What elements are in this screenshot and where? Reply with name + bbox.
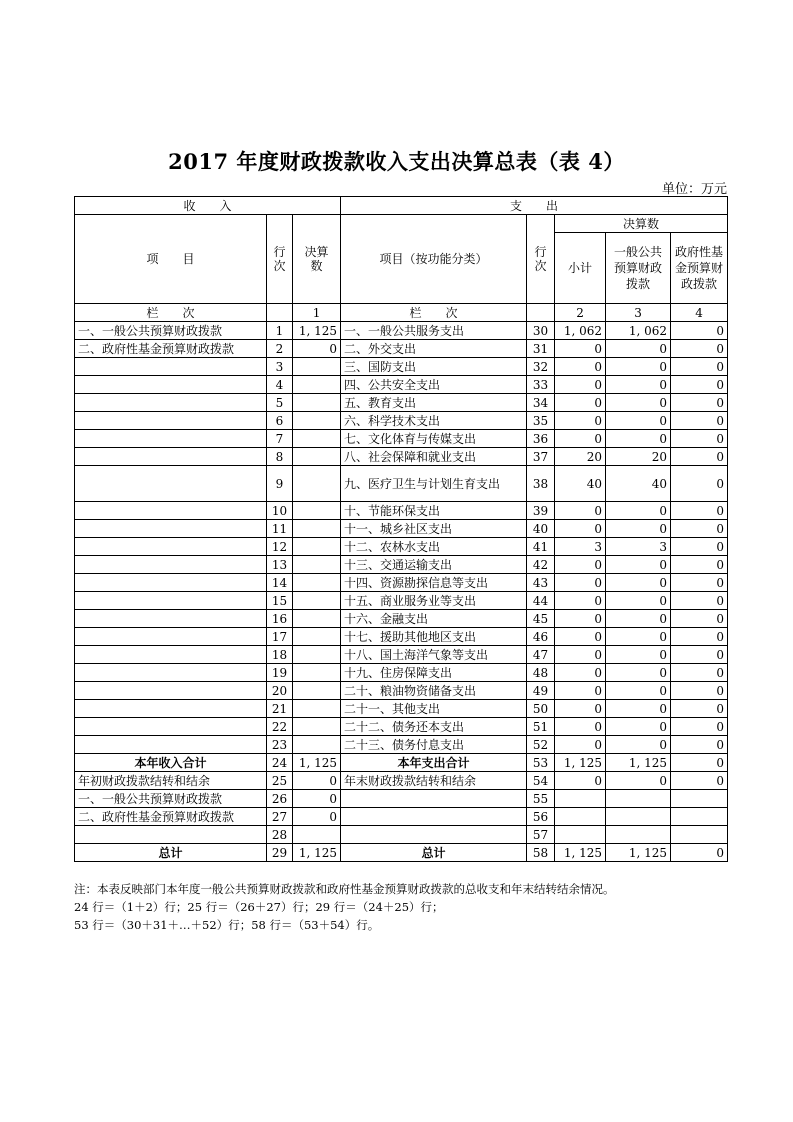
ex-no-cell: 32	[527, 358, 555, 376]
ex-item-cell: 十二、农林水支出	[341, 538, 527, 556]
ex-item-cell: 十七、援助其他地区支出	[341, 628, 527, 646]
fund-cell: 0	[671, 340, 728, 358]
in-no-cell: 17	[267, 628, 293, 646]
in-no-cell: 1	[267, 322, 293, 340]
summary-row	[75, 808, 728, 826]
ex-no-cell: 40	[527, 520, 555, 538]
footnote	[74, 880, 615, 934]
in-item-cell: 一、一般公共预算财政拨款	[75, 322, 267, 340]
sub-cell	[555, 790, 606, 808]
in-no-cell: 28	[267, 826, 293, 844]
table-row	[75, 394, 728, 412]
summary-row	[75, 754, 728, 772]
sub-cell: 20	[555, 448, 606, 466]
gen-cell: 0	[606, 736, 671, 754]
in-amt-cell: 0	[293, 808, 341, 826]
col-number: 4	[671, 304, 728, 322]
gen-cell: 0	[606, 358, 671, 376]
ex-no-cell: 38	[527, 466, 555, 502]
sub-cell: 40	[555, 466, 606, 502]
sub-cell: 0	[555, 646, 606, 664]
sub-cell: 0	[555, 664, 606, 682]
ex-no-cell: 31	[527, 340, 555, 358]
sub-cell: 0	[555, 412, 606, 430]
in-no-cell: 20	[267, 682, 293, 700]
ex-item-cell: 十五、商业服务业等支出	[341, 592, 527, 610]
in-amt-cell	[293, 736, 341, 754]
in-amt-cell	[293, 718, 341, 736]
gen-cell: 20	[606, 448, 671, 466]
sub-cell: 1, 125	[555, 844, 606, 862]
in-no-cell: 16	[267, 610, 293, 628]
ex-item-cell	[341, 826, 527, 844]
ex-no-cell: 35	[527, 412, 555, 430]
in-no-cell: 7	[267, 430, 293, 448]
ex-item-cell	[341, 790, 527, 808]
gen-cell: 1, 062	[606, 322, 671, 340]
gen-cell: 0	[606, 592, 671, 610]
summary-row	[75, 790, 728, 808]
ex-item-cell: 三、国防支出	[341, 358, 527, 376]
table-row	[75, 628, 728, 646]
in-item-cell	[75, 574, 267, 592]
table-row	[75, 574, 728, 592]
in-no-cell: 5	[267, 394, 293, 412]
in-amt-cell	[293, 556, 341, 574]
fund-cell: 0	[671, 412, 728, 430]
sub-cell: 0	[555, 376, 606, 394]
gen-cell: 0	[606, 628, 671, 646]
ex-no-cell: 30	[527, 322, 555, 340]
in-amt-cell	[293, 412, 341, 430]
subtotal-header: 小计	[555, 233, 606, 304]
table-row	[75, 466, 728, 502]
fund-cell: 0	[671, 754, 728, 772]
table-row	[75, 718, 728, 736]
fund-cell: 0	[671, 772, 728, 790]
ex-item-cell: 二十、粮油物资储备支出	[341, 682, 527, 700]
ex-no-cell: 55	[527, 790, 555, 808]
note-line: 53 行＝（30＋31＋…＋52）行；58 行＝（53＋54）行。	[74, 918, 380, 932]
column-label: 栏 次	[75, 304, 267, 322]
in-item-cell	[75, 736, 267, 754]
ex-no-cell: 42	[527, 556, 555, 574]
ex-item-cell: 五、教育支出	[341, 394, 527, 412]
in-item-cell	[75, 700, 267, 718]
in-amt-cell	[293, 610, 341, 628]
summary-row	[75, 772, 728, 790]
table-row	[75, 736, 728, 754]
gen-cell	[606, 826, 671, 844]
gen-cell: 1, 125	[606, 754, 671, 772]
in-amt-cell	[293, 376, 341, 394]
ex-item-cell: 十四、资源勘探信息等支出	[341, 574, 527, 592]
ex-item-cell: 六、科学技术支出	[341, 412, 527, 430]
ex-no-cell: 41	[527, 538, 555, 556]
ex-no-cell: 58	[527, 844, 555, 862]
sub-cell: 0	[555, 718, 606, 736]
ex-no-cell: 46	[527, 628, 555, 646]
item-header: 项 目	[75, 215, 267, 304]
sub-cell: 1, 125	[555, 754, 606, 772]
gen-cell: 0	[606, 340, 671, 358]
row-no-header: 行次	[527, 215, 555, 304]
in-no-cell: 24	[267, 754, 293, 772]
gen-cell: 0	[606, 664, 671, 682]
gen-cell: 0	[606, 520, 671, 538]
fund-cell: 0	[671, 556, 728, 574]
ex-item-cell: 八、社会保障和就业支出	[341, 448, 527, 466]
ex-no-cell: 56	[527, 808, 555, 826]
gen-cell: 0	[606, 772, 671, 790]
ex-item-cell: 九、医疗卫生与计划生育支出	[341, 466, 527, 502]
in-item-cell	[75, 826, 267, 844]
in-item-cell	[75, 646, 267, 664]
in-amt-cell: 1, 125	[293, 322, 341, 340]
fund-cell: 0	[671, 736, 728, 754]
ex-no-cell: 50	[527, 700, 555, 718]
in-amt-cell	[293, 646, 341, 664]
fund-cell: 0	[671, 322, 728, 340]
col-number: 3	[606, 304, 671, 322]
gen-cell: 0	[606, 646, 671, 664]
expense-header: 支 出	[341, 197, 728, 215]
table-row	[75, 610, 728, 628]
in-amt-cell	[293, 700, 341, 718]
fund-cell: 0	[671, 448, 728, 466]
final-amount-header: 决算数	[293, 215, 341, 304]
in-amt-cell	[293, 502, 341, 520]
sub-cell: 0	[555, 610, 606, 628]
in-no-cell: 11	[267, 520, 293, 538]
fund-cell: 0	[671, 358, 728, 376]
in-item-cell	[75, 556, 267, 574]
ex-no-cell: 49	[527, 682, 555, 700]
table-row	[75, 520, 728, 538]
table-row	[75, 592, 728, 610]
in-item-cell	[75, 520, 267, 538]
ex-no-cell: 36	[527, 430, 555, 448]
table-row	[75, 430, 728, 448]
ex-item-cell: 二十三、债务付息支出	[341, 736, 527, 754]
row-no-header: 行次	[267, 215, 293, 304]
in-item-cell	[75, 610, 267, 628]
ex-no-cell: 33	[527, 376, 555, 394]
in-item-cell	[75, 682, 267, 700]
ex-no-cell: 47	[527, 646, 555, 664]
ex-no-cell: 53	[527, 754, 555, 772]
gen-cell: 0	[606, 394, 671, 412]
sub-cell: 0	[555, 358, 606, 376]
fund-cell: 0	[671, 844, 728, 862]
note-line: 注：本表反映部门本年度一般公共预算财政拨款和政府性基金预算财政拨款的总收支和年末结转结余情况。	[74, 882, 615, 896]
in-item-cell: 年初财政拨款结转和结余	[75, 772, 267, 790]
in-amt-cell	[293, 628, 341, 646]
gen-cell: 40	[606, 466, 671, 502]
sub-cell: 0	[555, 340, 606, 358]
ex-item-cell: 七、文化体育与传媒支出	[341, 430, 527, 448]
in-item-cell	[75, 502, 267, 520]
in-amt-cell	[293, 448, 341, 466]
table-row	[75, 376, 728, 394]
gen-cell	[606, 808, 671, 826]
in-amt-cell	[293, 826, 341, 844]
in-no-cell: 8	[267, 448, 293, 466]
gen-cell: 0	[606, 430, 671, 448]
in-no-cell: 27	[267, 808, 293, 826]
fund-cell: 0	[671, 610, 728, 628]
in-no-cell: 29	[267, 844, 293, 862]
in-item-cell	[75, 376, 267, 394]
gen-cell: 0	[606, 556, 671, 574]
ex-item-cell: 二十二、债务还本支出	[341, 718, 527, 736]
col-number: 2	[555, 304, 606, 322]
sub-cell: 0	[555, 520, 606, 538]
sub-cell: 0	[555, 682, 606, 700]
in-amt-cell: 0	[293, 772, 341, 790]
ex-no-cell: 37	[527, 448, 555, 466]
in-no-cell: 13	[267, 556, 293, 574]
in-amt-cell	[293, 466, 341, 502]
ex-item-cell: 十、节能环保支出	[341, 502, 527, 520]
ex-no-cell: 48	[527, 664, 555, 682]
sub-cell: 0	[555, 772, 606, 790]
ex-no-cell: 52	[527, 736, 555, 754]
gen-cell: 0	[606, 718, 671, 736]
table-row	[75, 322, 728, 340]
ex-no-cell: 34	[527, 394, 555, 412]
in-no-cell: 9	[267, 466, 293, 502]
unit-label: 单位：万元	[661, 182, 727, 197]
in-item-cell: 二、政府性基金预算财政拨款	[75, 340, 267, 358]
fund-cell: 0	[671, 394, 728, 412]
summary-row	[75, 826, 728, 844]
in-item-cell: 本年收入合计	[75, 754, 267, 772]
ex-item-cell: 十三、交通运输支出	[341, 556, 527, 574]
summary-row	[75, 844, 728, 862]
ex-no-cell: 39	[527, 502, 555, 520]
page-title: 2017 年度财政拨款收入支出决算总表（表 4）	[168, 149, 625, 174]
gen-cell: 0	[606, 682, 671, 700]
sub-cell: 0	[555, 394, 606, 412]
in-amt-cell	[293, 430, 341, 448]
final-amounts-header: 决算数	[555, 215, 728, 233]
table-row	[75, 538, 728, 556]
in-item-cell	[75, 412, 267, 430]
in-amt-cell: 1, 125	[293, 754, 341, 772]
table-row	[75, 700, 728, 718]
sub-cell: 0	[555, 628, 606, 646]
ex-no-cell: 57	[527, 826, 555, 844]
gen-cell	[606, 790, 671, 808]
ex-item-cell: 十八、国土海洋气象等支出	[341, 646, 527, 664]
sub-cell: 1, 062	[555, 322, 606, 340]
fund-cell: 0	[671, 466, 728, 502]
in-no-cell: 23	[267, 736, 293, 754]
ex-item-cell: 十六、金融支出	[341, 610, 527, 628]
table-row	[75, 448, 728, 466]
fund-cell: 0	[671, 574, 728, 592]
gen-cell: 0	[606, 376, 671, 394]
gen-cell: 0	[606, 700, 671, 718]
sub-cell: 0	[555, 574, 606, 592]
ex-no-cell: 45	[527, 610, 555, 628]
fund-cell: 0	[671, 700, 728, 718]
fund-cell	[671, 826, 728, 844]
ex-item-cell: 总计	[341, 844, 527, 862]
fund-cell: 0	[671, 664, 728, 682]
fund-cell	[671, 808, 728, 826]
col-number: 1	[293, 304, 341, 322]
sub-cell: 0	[555, 430, 606, 448]
table-row	[75, 358, 728, 376]
fund-cell: 0	[671, 502, 728, 520]
sub-cell: 0	[555, 592, 606, 610]
fund-cell	[671, 790, 728, 808]
in-item-cell	[75, 358, 267, 376]
sub-cell: 0	[555, 736, 606, 754]
ex-item-cell: 二十一、其他支出	[341, 700, 527, 718]
budget-table	[74, 196, 728, 862]
ex-item-cell: 年末财政拨款结转和结余	[341, 772, 527, 790]
ex-item-cell: 四、公共安全支出	[341, 376, 527, 394]
ex-item-cell: 十一、城乡社区支出	[341, 520, 527, 538]
fund-cell: 0	[671, 646, 728, 664]
ex-item-cell: 十九、住房保障支出	[341, 664, 527, 682]
table-row	[75, 682, 728, 700]
fund-cell: 0	[671, 520, 728, 538]
fund-cell: 0	[671, 538, 728, 556]
table-row	[75, 412, 728, 430]
in-item-cell	[75, 538, 267, 556]
ex-item-cell	[341, 808, 527, 826]
fund-cell: 0	[671, 592, 728, 610]
ex-item-cell: 一、一般公共服务支出	[341, 322, 527, 340]
fund-cell: 0	[671, 628, 728, 646]
ex-item-cell: 本年支出合计	[341, 754, 527, 772]
gen-cell: 3	[606, 538, 671, 556]
in-item-cell	[75, 592, 267, 610]
in-amt-cell	[293, 664, 341, 682]
ex-no-cell: 44	[527, 592, 555, 610]
in-item-cell: 总计	[75, 844, 267, 862]
in-item-cell	[75, 394, 267, 412]
in-item-cell	[75, 664, 267, 682]
in-amt-cell: 0	[293, 340, 341, 358]
sub-cell: 0	[555, 502, 606, 520]
in-amt-cell: 1, 125	[293, 844, 341, 862]
gen-cell: 0	[606, 574, 671, 592]
in-item-cell	[75, 448, 267, 466]
in-no-cell: 15	[267, 592, 293, 610]
sub-cell: 0	[555, 556, 606, 574]
ex-no-cell: 43	[527, 574, 555, 592]
in-amt-cell	[293, 682, 341, 700]
ex-item-cell: 二、外交支出	[341, 340, 527, 358]
gov-fund-header: 政府性基金预算财政拨款	[671, 233, 728, 304]
gen-cell: 0	[606, 610, 671, 628]
in-item-cell: 二、政府性基金预算财政拨款	[75, 808, 267, 826]
in-no-cell: 3	[267, 358, 293, 376]
in-amt-cell	[293, 592, 341, 610]
sub-cell	[555, 808, 606, 826]
in-amt-cell	[293, 358, 341, 376]
func-item-header: 项目（按功能分类）	[341, 215, 527, 304]
sub-cell: 0	[555, 700, 606, 718]
fund-cell: 0	[671, 718, 728, 736]
in-no-cell: 14	[267, 574, 293, 592]
column-label: 栏 次	[341, 304, 527, 322]
general-budget-header: 一般公共预算财政拨款	[606, 233, 671, 304]
table-row	[75, 664, 728, 682]
in-item-cell	[75, 466, 267, 502]
in-no-cell: 18	[267, 646, 293, 664]
sub-cell	[555, 826, 606, 844]
fund-cell: 0	[671, 682, 728, 700]
table-row	[75, 502, 728, 520]
in-no-cell: 21	[267, 700, 293, 718]
in-amt-cell	[293, 538, 341, 556]
in-no-cell: 22	[267, 718, 293, 736]
in-amt-cell	[293, 574, 341, 592]
note-line: 24 行＝（1＋2）行；25 行＝（26＋27）行；29 行＝（24＋25）行；	[74, 900, 444, 914]
table-row	[75, 646, 728, 664]
in-no-cell: 26	[267, 790, 293, 808]
fund-cell: 0	[671, 376, 728, 394]
in-amt-cell	[293, 520, 341, 538]
gen-cell: 0	[606, 412, 671, 430]
ex-no-cell: 51	[527, 718, 555, 736]
gen-cell: 0	[606, 502, 671, 520]
in-no-cell: 6	[267, 412, 293, 430]
ex-no-cell: 54	[527, 772, 555, 790]
in-no-cell: 12	[267, 538, 293, 556]
in-no-cell: 19	[267, 664, 293, 682]
in-no-cell: 25	[267, 772, 293, 790]
fund-cell: 0	[671, 430, 728, 448]
in-item-cell	[75, 628, 267, 646]
in-item-cell	[75, 430, 267, 448]
in-amt-cell	[293, 394, 341, 412]
in-no-cell: 2	[267, 340, 293, 358]
in-no-cell: 4	[267, 376, 293, 394]
in-item-cell: 一、一般公共预算财政拨款	[75, 790, 267, 808]
in-amt-cell: 0	[293, 790, 341, 808]
table-row	[75, 556, 728, 574]
table-row	[75, 340, 728, 358]
in-item-cell	[75, 718, 267, 736]
gen-cell: 1, 125	[606, 844, 671, 862]
income-header: 收 入	[75, 197, 341, 215]
sub-cell: 3	[555, 538, 606, 556]
in-no-cell: 10	[267, 502, 293, 520]
